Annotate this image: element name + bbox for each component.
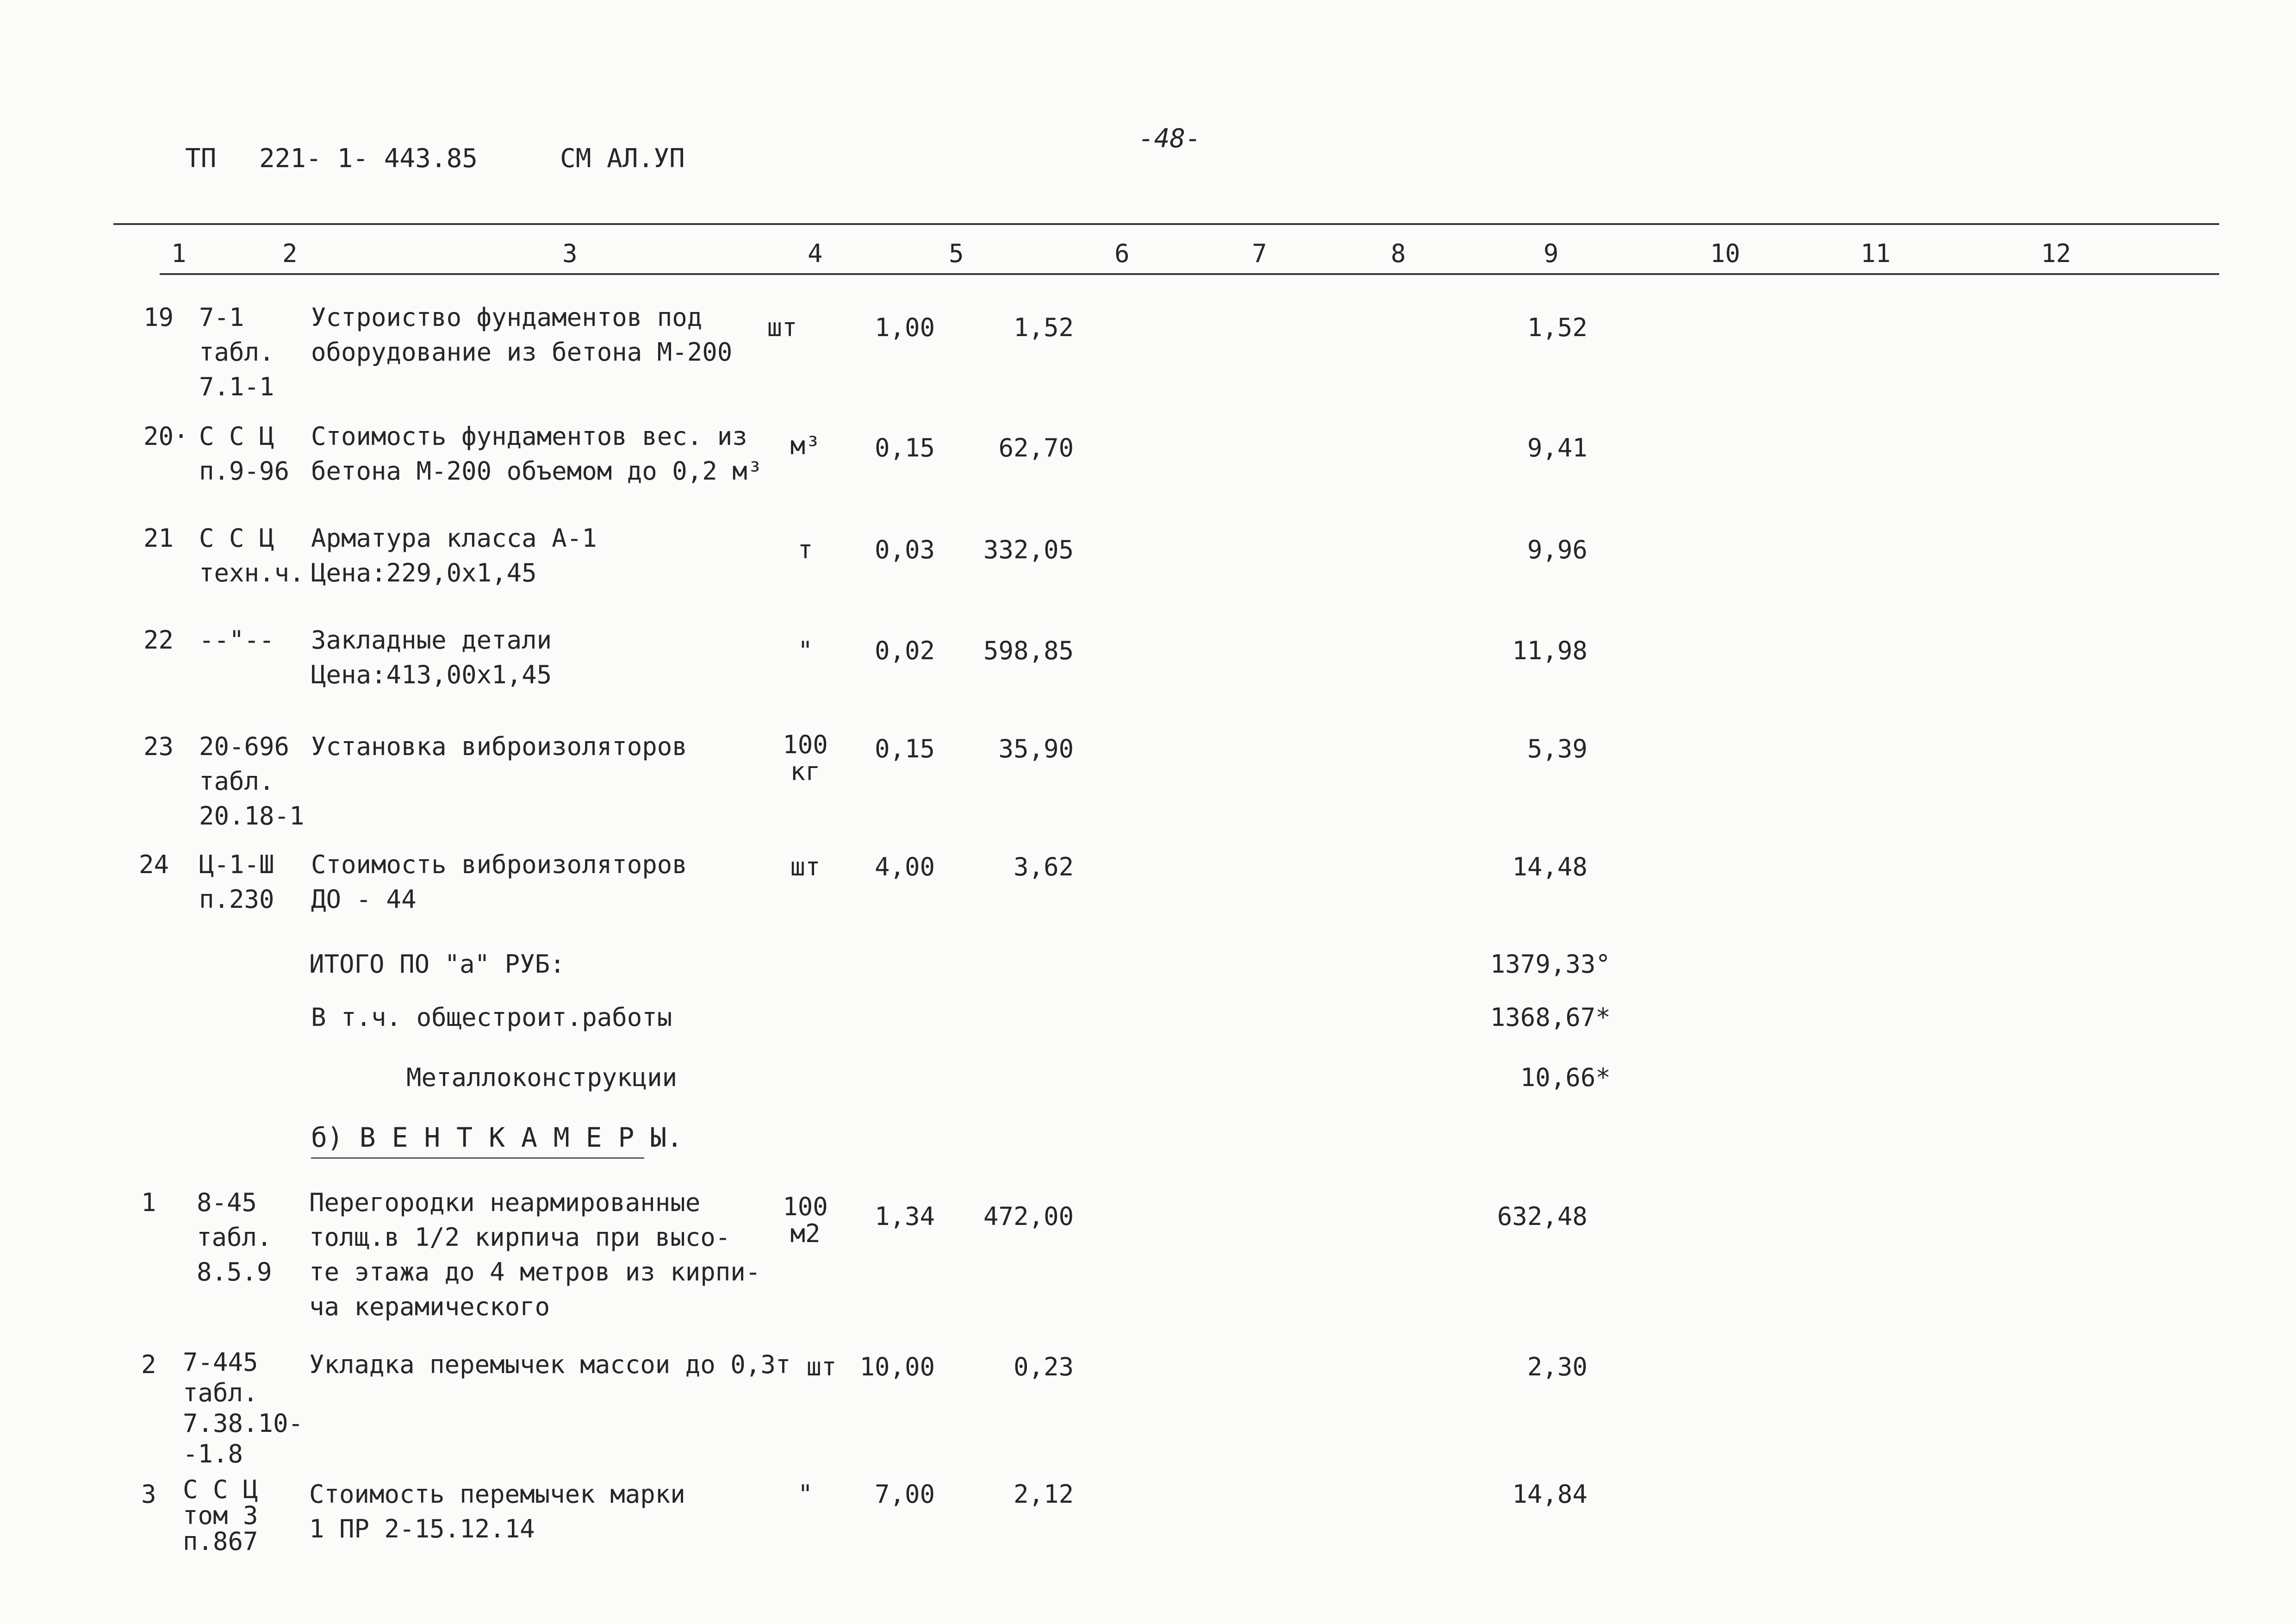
row-total: 2,30 bbox=[1527, 1352, 1587, 1381]
section-title: б) В Е Н Т К А М Е Р Ы. bbox=[311, 1122, 683, 1153]
row-number: 21 bbox=[143, 524, 174, 553]
row-code: 7-445 табл. 7.38.10- -1.8 bbox=[183, 1348, 304, 1468]
row-code: 7-1 табл. 7.1-1 bbox=[199, 303, 274, 401]
doc-number: 221- 1- 443.85 bbox=[259, 144, 478, 174]
row-unit-price: 472,00 bbox=[983, 1202, 1074, 1231]
row-number: 1 bbox=[141, 1188, 156, 1217]
column-header: 2 bbox=[282, 239, 298, 268]
section-title-underline bbox=[311, 1157, 644, 1159]
row-quantity: 0,15 bbox=[874, 734, 935, 763]
column-header: 10 bbox=[1710, 239, 1741, 268]
row-quantity: 4,00 bbox=[874, 852, 935, 881]
row-total: 1,52 bbox=[1527, 313, 1587, 342]
row-unit-price: 598,85 bbox=[983, 636, 1074, 665]
row-unit-price: 332,05 bbox=[983, 535, 1074, 564]
totals-label: Металлоконструкции bbox=[406, 1063, 678, 1092]
row-code: С С Ц том 3 п.867 bbox=[183, 1475, 258, 1556]
row-quantity: 0,15 bbox=[874, 433, 935, 462]
totals-value: 1379,33° bbox=[1490, 949, 1611, 979]
column-header: 12 bbox=[2041, 239, 2072, 268]
row-description: Стоимость фундаментов вес. из бетона М-200 объемом до 0,2 м³ bbox=[311, 422, 763, 486]
row-unit: шт bbox=[806, 1352, 837, 1381]
row-quantity: 1,34 bbox=[874, 1202, 935, 1231]
row-unit-price: 62,70 bbox=[998, 433, 1074, 462]
row-unit: шт bbox=[767, 313, 797, 342]
table-top-rule bbox=[113, 223, 2219, 225]
row-unit: т bbox=[797, 535, 813, 564]
row-quantity: 7,00 bbox=[874, 1480, 935, 1509]
row-total: 9,96 bbox=[1527, 535, 1587, 564]
row-code: --"-- bbox=[199, 625, 274, 655]
row-code: С С Ц техн.ч. bbox=[199, 524, 305, 587]
column-header: 3 bbox=[562, 239, 578, 268]
row-code: Ц-1-Ш п.230 bbox=[199, 850, 274, 914]
row-description: Стоимость виброизоляторов ДО - 44 bbox=[311, 850, 687, 914]
column-header: 9 bbox=[1543, 239, 1559, 268]
row-description: Арматура класса А-1 Цена:229,0х1,45 bbox=[311, 524, 597, 587]
row-total: 632,48 bbox=[1497, 1202, 1587, 1231]
row-code: С С Ц п.9-96 bbox=[199, 422, 290, 486]
row-total: 9,41 bbox=[1527, 433, 1587, 462]
column-header: 7 bbox=[1252, 239, 1267, 268]
row-description: Закладные детали Цена:413,00х1,45 bbox=[311, 625, 552, 689]
totals-label: В т.ч. общестроит.работы bbox=[311, 1003, 672, 1032]
column-header: 5 bbox=[949, 239, 964, 268]
row-unit-price: 1,52 bbox=[1013, 313, 1074, 342]
row-description: Устроиство фундаментов под оборудование из бетона М-200 bbox=[311, 303, 733, 367]
row-number: 2 bbox=[141, 1350, 156, 1379]
doc-code: ТП bbox=[185, 144, 217, 174]
row-code: 8-45 табл. 8.5.9 bbox=[197, 1188, 272, 1287]
column-header: 6 bbox=[1114, 239, 1130, 268]
row-description: Укладка перемычек массои до 0,3т bbox=[309, 1350, 791, 1379]
header-bottom-rule bbox=[160, 273, 2219, 275]
row-quantity: 0,02 bbox=[874, 636, 935, 665]
column-header: 1 bbox=[171, 239, 187, 268]
doc-section: СМ АЛ.УП bbox=[560, 144, 685, 174]
row-unit: " bbox=[797, 1480, 813, 1509]
row-total: 14,48 bbox=[1512, 852, 1587, 881]
column-header: 8 bbox=[1391, 239, 1406, 268]
row-number: 23 bbox=[143, 732, 174, 761]
row-unit-price: 2,12 bbox=[1013, 1480, 1074, 1509]
row-quantity: 0,03 bbox=[874, 535, 935, 564]
totals-label: ИТОГО ПО "а" РУБ: bbox=[309, 949, 565, 979]
page-number: -48- bbox=[1139, 124, 1201, 154]
column-header: 4 bbox=[808, 239, 823, 268]
row-number: 24 bbox=[139, 850, 169, 879]
row-unit: " bbox=[797, 636, 813, 665]
row-description: Стоимость перемычек марки 1 ПР 2-15.12.14 bbox=[309, 1480, 685, 1543]
row-unit-price: 0,23 bbox=[1013, 1352, 1074, 1381]
row-unit: 100 кг bbox=[783, 730, 828, 786]
row-unit-price: 35,90 bbox=[998, 734, 1074, 763]
row-total: 14,84 bbox=[1512, 1480, 1587, 1509]
row-total: 5,39 bbox=[1527, 734, 1587, 763]
row-number: 20· bbox=[143, 422, 189, 451]
row-description: Установка виброизоляторов bbox=[311, 732, 687, 761]
row-unit-price: 3,62 bbox=[1013, 852, 1074, 881]
row-unit: 100 м2 bbox=[783, 1192, 828, 1248]
row-code: 20-696 табл. 20.18-1 bbox=[199, 732, 305, 831]
row-quantity: 10,00 bbox=[859, 1352, 935, 1381]
row-description: Перегородки неармированные толщ.в 1/2 кирпича при высо- те этажа до 4 метров из кирпи- ча керамического bbox=[309, 1188, 761, 1321]
column-header: 11 bbox=[1860, 239, 1891, 268]
row-number: 22 bbox=[143, 625, 174, 655]
row-total: 11,98 bbox=[1512, 636, 1587, 665]
totals-value: 1368,67* bbox=[1490, 1003, 1611, 1032]
row-unit: шт bbox=[790, 852, 821, 881]
totals-value: 10,66* bbox=[1520, 1063, 1611, 1092]
row-quantity: 1,00 bbox=[874, 313, 935, 342]
row-number: 3 bbox=[141, 1480, 156, 1509]
row-unit: м³ bbox=[790, 431, 821, 460]
row-number: 19 bbox=[143, 303, 174, 332]
